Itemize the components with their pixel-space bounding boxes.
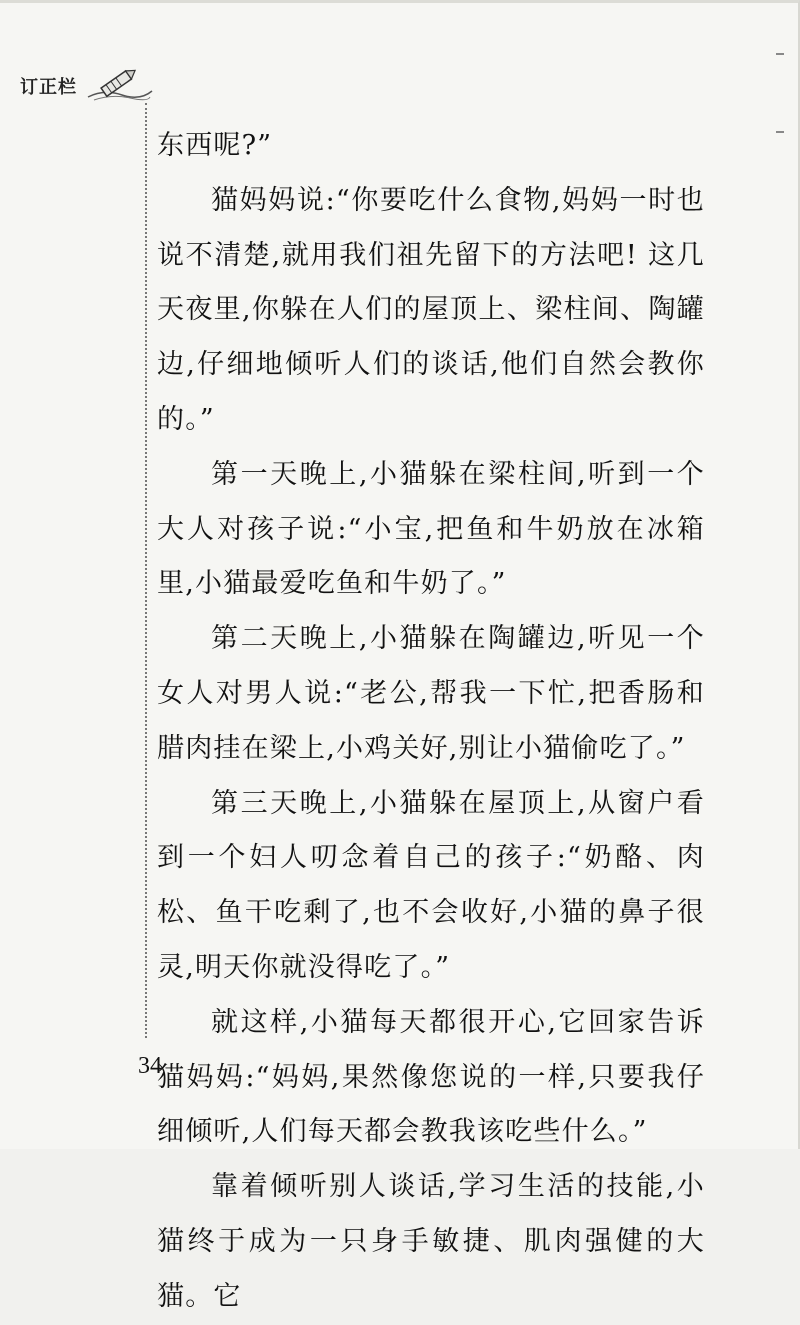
edge-mark: [776, 53, 784, 55]
pencil-icon: [84, 67, 154, 103]
correction-badge: [20, 67, 140, 103]
paragraph-6: 靠着倾听别人谈话,学习生活的技能,小猫终于成为一只身手敏捷、肌肉强健的大猫。它: [157, 1171, 705, 1312]
page-number: 34: [138, 1053, 162, 1079]
edge-mark: [776, 131, 784, 133]
paragraph-0: 东西呢?”: [157, 130, 273, 161]
correction-margin-line: [145, 103, 147, 1038]
correction-badge-label: 订正栏: [20, 77, 77, 98]
paragraph-4: 第三天晚上,小猫躲在屋顶上,从窗户看到一个妇人叨念着自己的孩子:“奶酪、肉松、鱼干吃剩了,也不会收好,小猫的鼻子很灵,明天你就没得吃了。”: [157, 787, 705, 983]
story-text: [157, 119, 705, 1325]
paragraph-5: 就这样,小猫每天都很开心,它回家告诉猫妈妈:“妈妈,果然像您说的一样,只要我仔细倾听,人们每天都会教我该吃些什么。”: [157, 1006, 705, 1148]
paragraph-1: 猫妈妈说:“你要吃什么食物,妈妈一时也说不清楚,就用我们祖先留下的方法吧! 这几天夜里,你躲在人们的屋顶上、梁柱间、陶罐边,仔细地倾听人们的谈话,他们自然会教你的。”: [157, 184, 705, 435]
paragraph-2: 第一天晚上,小猫躲在梁柱间,听到一个大人对孩子说:“小宝,把鱼和牛奶放在冰箱里,小猫最爱吃鱼和牛奶了。”: [157, 458, 705, 600]
paragraph-3: 第二天晚上,小猫躲在陶罐边,听见一个女人对男人说:“老公,帮我一下忙,把香肠和腊肉挂在梁上,小鸡关好,别让小猫偷吃了。”: [157, 623, 705, 764]
